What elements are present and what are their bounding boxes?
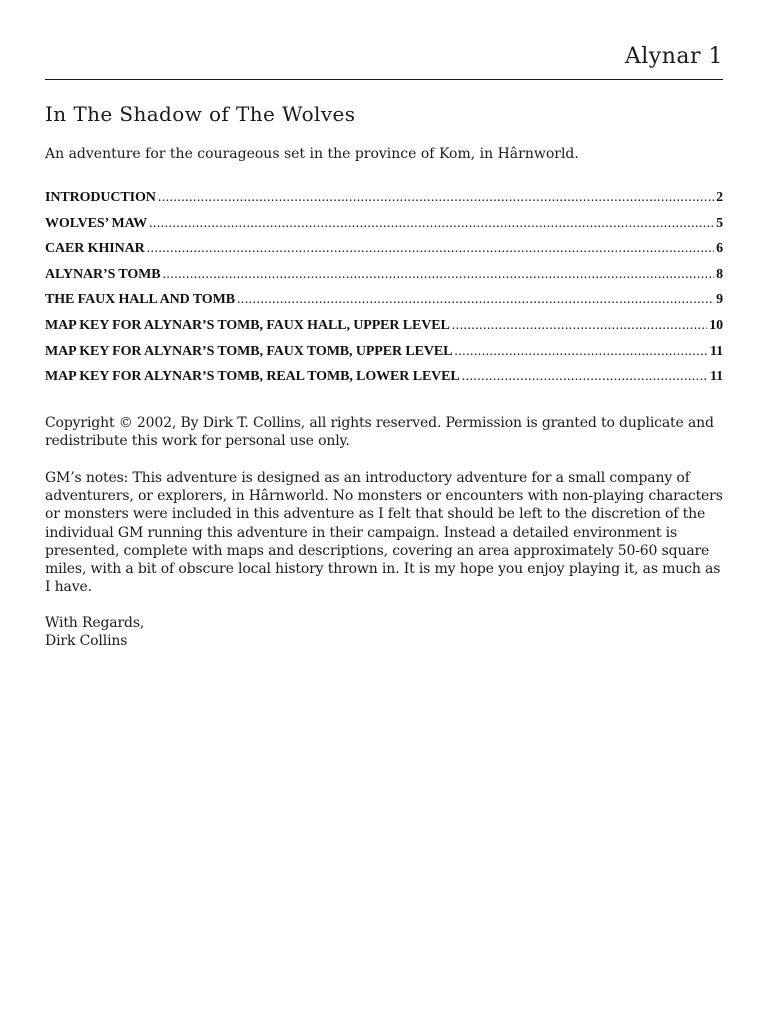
closing-salutation: With Regards, [45, 615, 145, 631]
closing-signature [45, 614, 723, 650]
toc-entry-title: MAP KEY FOR ALYNAR’S TOMB, FAUX TOMB, UPPER LEVEL [45, 343, 453, 359]
toc-entry-page: 6 [716, 241, 723, 257]
toc-entry-title: THE FAUX HALL AND TOMB [45, 292, 235, 308]
toc-leader-dots [163, 267, 715, 283]
toc-entry-page: 9 [716, 292, 723, 308]
table-of-contents [45, 190, 723, 395]
toc-entry-map-key-real-tomb[interactable] [45, 369, 723, 395]
toc-leader-dots [454, 344, 708, 360]
toc-entry-wolves-maw[interactable] [45, 216, 723, 242]
document-title: In The Shadow of The Wolves [45, 102, 356, 126]
toc-leader-dots [237, 292, 714, 308]
toc-entry-title: CAER KHINAR [45, 241, 145, 257]
toc-leader-dots [149, 216, 714, 232]
toc-entry-page: 11 [709, 369, 723, 385]
toc-entry-alynars-tomb[interactable] [45, 267, 723, 293]
toc-entry-title: MAP KEY FOR ALYNAR’S TOMB, REAL TOMB, LOWER LEVEL [45, 369, 460, 385]
toc-entry-page: 11 [709, 343, 723, 359]
toc-entry-page: 2 [716, 190, 723, 205]
toc-entry-title: MAP KEY FOR ALYNAR’S TOMB, FAUX HALL, UPPER LEVEL [45, 317, 450, 333]
header-rule [45, 79, 723, 80]
copyright-notice: Copyright © 2002, By Dirk T. Collins, all rights reserved. Permission is granted to duplicate and redistribute this work for personal use only. [45, 415, 714, 450]
toc-leader-dots [452, 318, 707, 334]
toc-entry-title: WOLVES’ MAW [45, 215, 147, 231]
toc-entry-page: 5 [716, 215, 723, 231]
toc-entry-map-key-faux-tomb[interactable] [45, 344, 723, 370]
gm-notes-paragraph: GM’s notes: This adventure is designed as an introductory adventure for a small company of adventurers, or explorers, in Hârnworld. No monsters or encounters with non-playing characters or monsters were included in this adventure as I felt that should be left to the discretion of the individual GM running this adventure in their campaign. Instead a detailed environment is presented, complete with maps and descriptions, covering an area approximately 50-60 square miles, with a bit of obscure local history thrown in. It is my hope you enjoy playing it, as much as I have. [45, 470, 723, 596]
toc-entry-page: 10 [709, 317, 723, 333]
document-subtitle: An adventure for the courageous set in the province of Kom, in Hârnworld. [45, 146, 579, 162]
toc-entry-introduction[interactable] [45, 190, 723, 216]
toc-entry-caer-khinar[interactable] [45, 241, 723, 267]
running-header: Alynar 1 [624, 44, 723, 69]
toc-entry-page: 8 [716, 266, 723, 282]
toc-entry-map-key-faux-hall[interactable] [45, 318, 723, 344]
closing-author: Dirk Collins [45, 633, 128, 650]
toc-entry-title: ALYNAR’S TOMB [45, 266, 161, 282]
toc-leader-dots [158, 190, 714, 206]
toc-entry-faux-hall-and-tomb[interactable] [45, 292, 723, 318]
toc-leader-dots [462, 369, 708, 385]
toc-entry-title: INTRODUCTION [45, 190, 156, 205]
toc-leader-dots [147, 241, 714, 257]
